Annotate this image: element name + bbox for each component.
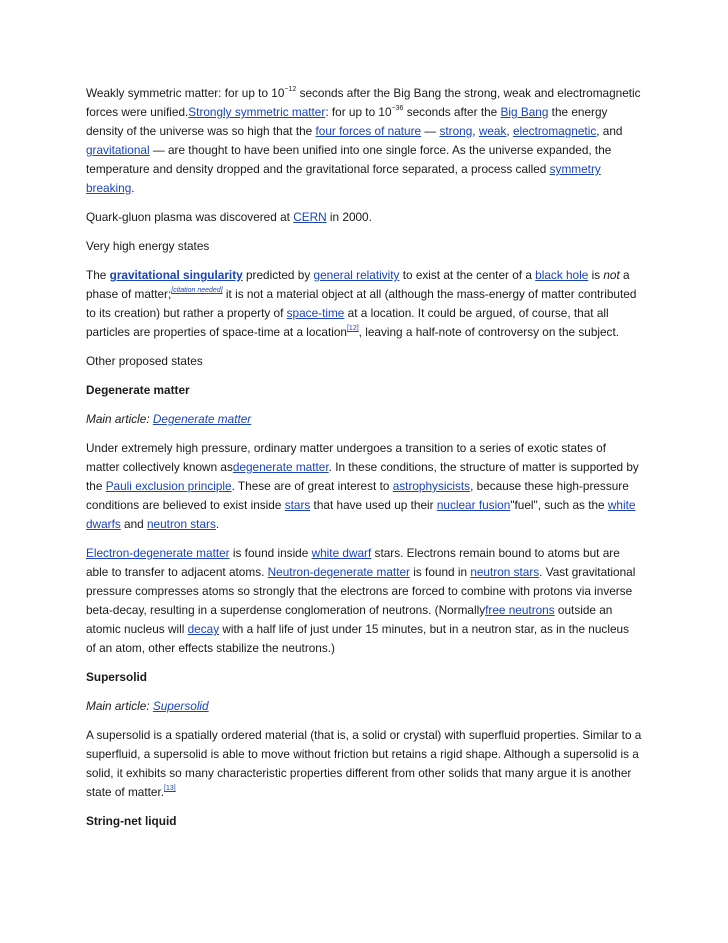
paragraph-gravitational-singularity: The gravitational singularity predicted by general relativity to exist at the center of a black hole is not a phase of matter;[citation needed] it is not a material object at all (although the mass-energy of matter contributed to its creation) but rather a property of space-time at a location. It could be argued, of course, that all particles are properties of space-time at a location[12], leaving a half-note of controversy on the subject. xyxy=(86,268,637,339)
link-degenerate-matter[interactable]: degenerate matter xyxy=(232,460,329,474)
paragraph-quark-gluon: Quark-gluon plasma was discovered at CERN in 2000. xyxy=(86,210,372,224)
reference-12-link[interactable]: [12] xyxy=(346,325,359,332)
exponent: −36 xyxy=(391,105,404,112)
link-white-dwarfs[interactable]: white dwarfs xyxy=(86,498,636,531)
paragraph-weakly-symmetric: Weakly symmetric matter: for up to $10^{-12}$ seconds after the Big Bang the strong, weak and electromagnetic forces were unified.Strongly symmetric matter: for up to $10^{-36}$ seconds after the Big Bang the energy density of the universe was so high that the four forces of nature — strong, weak, electromagnetic, and gravitational — are thought to have been unified into one single force. As the universe expanded, the temperature and density dropped and the gravitational force separated, a process called symmetry breaking. xyxy=(86,86,641,195)
link-pauli-exclusion[interactable]: Pauli exclusion principle xyxy=(105,479,232,493)
link-stars[interactable]: stars xyxy=(284,498,311,512)
link-nuclear-fusion[interactable]: nuclear fusion xyxy=(436,498,511,512)
heading-string-net-liquid: String-net liquid xyxy=(86,814,177,828)
link-general-relativity[interactable]: general relativity xyxy=(313,268,400,282)
link-electron-degenerate-matter[interactable]: Electron-degenerate matter xyxy=(86,546,230,560)
main-article-degenerate: Main article: Degenerate matter xyxy=(86,412,252,426)
link-main-degenerate-matter[interactable]: Degenerate matter xyxy=(152,412,252,426)
link-cern[interactable]: CERN xyxy=(293,210,327,224)
link-neutron-stars[interactable]: neutron stars xyxy=(147,517,216,531)
link-astrophysicists[interactable]: astrophysicists xyxy=(392,479,471,493)
main-article-supersolid: Main article: Supersolid xyxy=(86,699,209,713)
link-electromagnetic[interactable]: electromagnetic xyxy=(512,124,597,138)
section-label-other-states: Other proposed states xyxy=(86,354,203,368)
link-weak[interactable]: weak xyxy=(478,124,507,138)
link-strong[interactable]: strong xyxy=(439,124,473,138)
paragraph-degenerate-intro: Under extremely high pressure, ordinary matter undergoes a transition to a series of exotic states of matter collectively known asdegenerate matter. In these conditions, the structure of matter is supported by the Pauli exclusion principle. These are of great interest to astrophysicists, because these high-pressure conditions are believed to exist inside stars that have used up their nuclear fusion"fuel", such as the white dwarfs and neutron stars. xyxy=(86,441,639,531)
document-page xyxy=(86,84,642,841)
heading-supersolid: Supersolid xyxy=(86,670,147,684)
link-neutron-degenerate-matter[interactable]: Neutron-degenerate matter xyxy=(267,565,410,579)
link-free-neutrons[interactable]: free neutrons xyxy=(485,603,555,617)
link-big-bang[interactable]: Big Bang xyxy=(500,105,549,119)
link-decay[interactable]: decay xyxy=(187,622,220,636)
heading-degenerate-matter: Degenerate matter xyxy=(86,383,190,397)
link-white-dwarf[interactable]: white dwarf xyxy=(311,546,372,560)
link-gravitational[interactable]: gravitational xyxy=(86,143,150,157)
link-symmetry-breaking[interactable]: symmetry breaking xyxy=(86,162,601,195)
citation-needed-link[interactable]: [citation needed] xyxy=(171,287,223,294)
link-space-time[interactable]: space-time xyxy=(286,306,345,320)
reference-13-link[interactable]: [13] xyxy=(164,785,176,792)
link-black-hole[interactable]: black hole xyxy=(535,268,589,282)
paragraph-supersolid: A supersolid is a spatially ordered material (that is, a solid or crystal) with superfluid properties. Similar to a superfluid, a supersolid is able to move without friction but retains a rigid shape. Although a supersolid is a solid, it exhibits so many characteristic properties different from other solids that many argue it is another state of matter.[13] xyxy=(86,728,642,799)
link-four-forces[interactable]: four forces of nature xyxy=(315,124,422,138)
link-gravitational-singularity[interactable]: gravitational singularity xyxy=(109,268,243,282)
paragraph-electron-degenerate: Electron-degenerate matter is found inside white dwarf stars. Electrons remain bound to atoms but are able to transfer to adjacent atoms. Neutron-degenerate matter is found in neutron stars. Vast gravitational pressure compresses atoms so strongly that the electrons are forced to combine with protons via inverse beta-decay, resulting in a superdense conglomeration of neutrons. (Normallyfree neutrons outside an atomic nucleus will decay with a half life of just under 15 minutes, but in a neutron star, as in the nucleus of an atom, other effects stabilize the neutrons.) xyxy=(86,546,636,655)
link-main-supersolid[interactable]: Supersolid xyxy=(152,699,209,713)
exponent: −12 xyxy=(284,86,297,93)
link-neutron-stars-2[interactable]: neutron stars xyxy=(470,565,540,579)
section-label-high-energy: Very high energy states xyxy=(86,239,210,253)
link-strongly-symmetric-matter[interactable]: Strongly symmetric matter xyxy=(188,105,326,119)
